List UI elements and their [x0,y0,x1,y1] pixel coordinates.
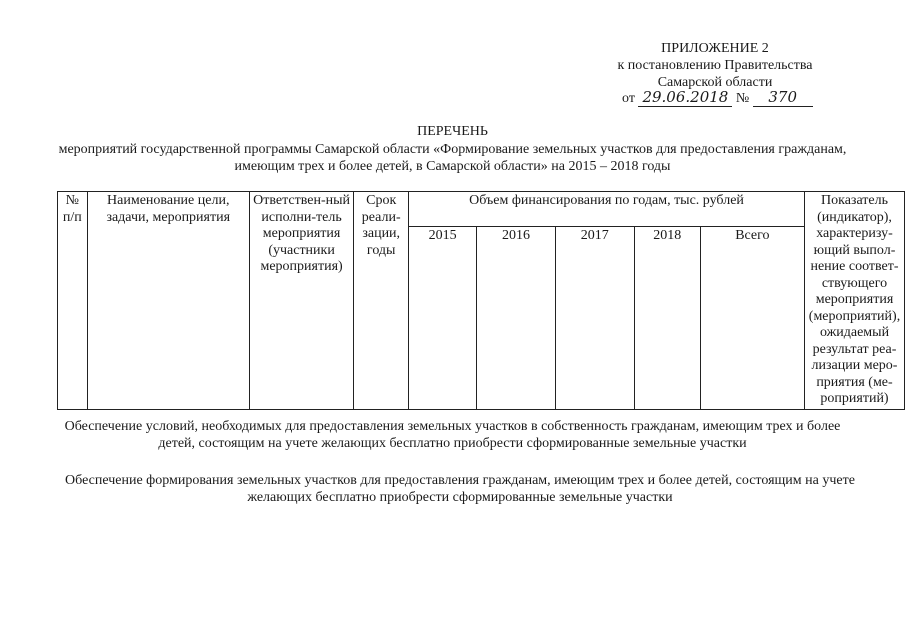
header-term: Срок реали-зации, годы [354,192,409,410]
header-year-2015: 2015 [409,226,477,409]
resolution-date: 29.06.2018 [638,88,732,107]
task-text: Обеспечение формирования земельных участков для предоставления гражданам, имеющим трех и более детей, состоящим на учете желающих бесплатно приобрести сформированные земельные участки [65,473,855,505]
resolution-number: 370 [753,88,813,107]
appendix-region: Самарской области [657,75,773,90]
header-number: № п/п [58,192,88,410]
measures-table [57,191,905,410]
header-funding: Объем финансирования по годам, тыс. рублей [409,192,805,227]
appendix-title: ПРИЛОЖЕНИЕ 2 [661,41,769,56]
number-sign: № [735,91,750,106]
appendix-resolution: к постановлению Правительства [617,58,813,73]
appendix-block [600,40,830,91]
header-executor: Ответствен-ный исполни-тель мероприятия (участники мероприятия) [249,192,354,410]
document-subtitle: мероприятий государственной программы Самарской области «Формирование земельных участков для предоставления гражданам, имеющим трех и более детей, в Самарской области» на 2015 – 2018 годы [58,142,847,174]
goal-text: Обеспечение условий, необходимых для предоставления земельных участков в собственность гражданам, имеющим трех и более детей, состоящим на учете желающих бесплатно приобрести сформированные земельные участки [64,419,841,451]
header-indicator: Показатель (индикатор), характеризу-ющий выпол-нение соответ-ствующего мероприятия (мероприятий), ожидаемый результат реа-лизации меро-приятия (ме-роприятий) [805,192,905,410]
header-year-2017: 2017 [555,226,634,409]
header-total: Всего [700,226,804,409]
document-title: ПЕРЕЧЕНЬ [417,124,488,139]
header-name: Наименование цели, задачи, мероприятия [87,192,249,410]
header-year-2016: 2016 [477,226,556,409]
resolution-date-line [622,88,813,108]
header-year-2018: 2018 [634,226,700,409]
date-prefix: от [622,91,635,106]
